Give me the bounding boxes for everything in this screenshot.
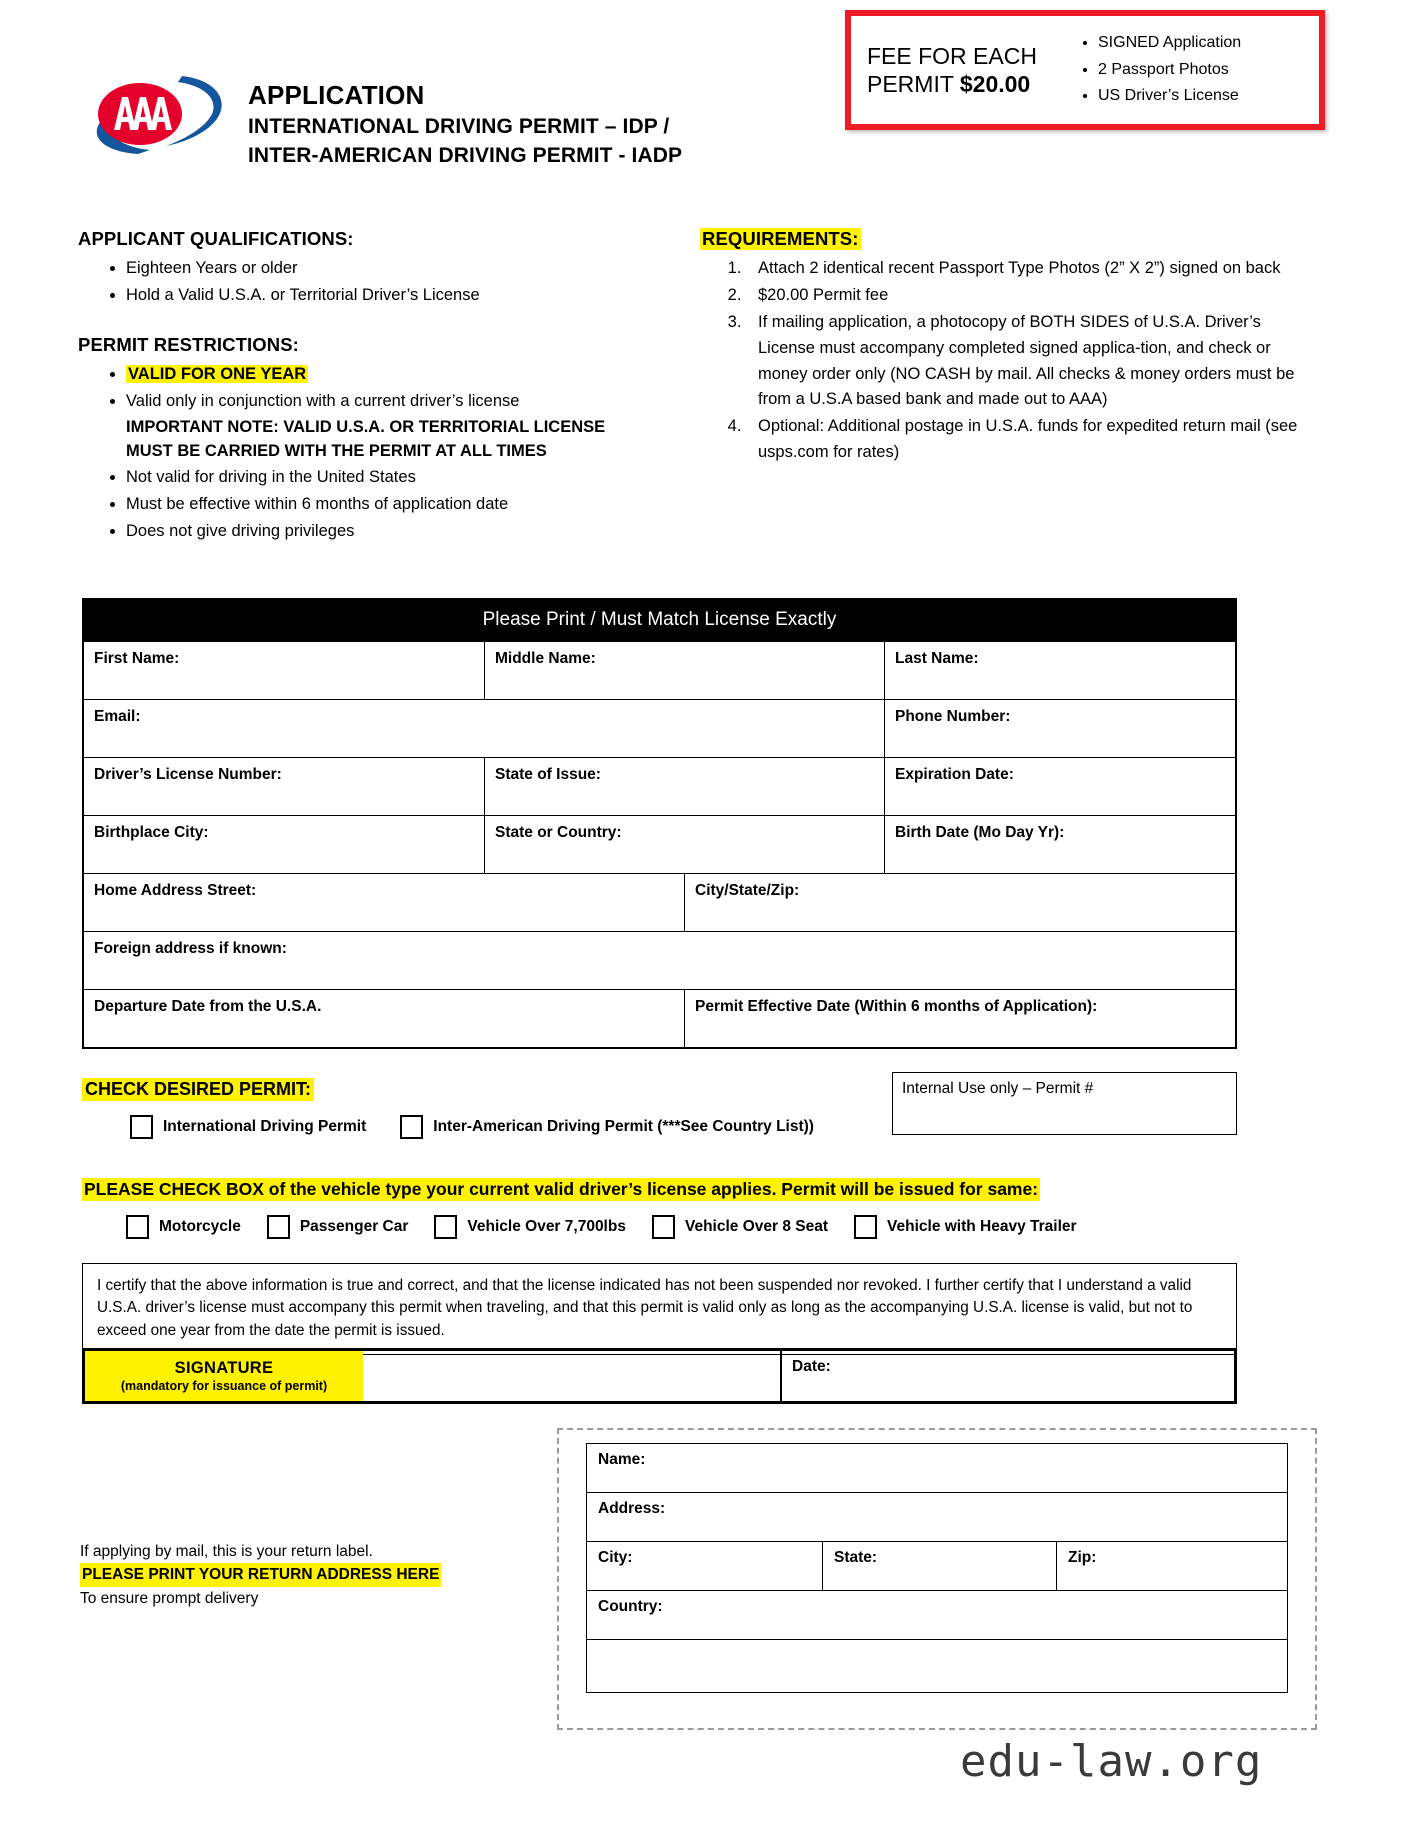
checkbox-icon[interactable] xyxy=(400,1115,423,1139)
field-label: Name: xyxy=(598,1451,646,1468)
checkbox-inter-american-driving-permit[interactable] xyxy=(400,1115,814,1139)
form-table-title: Please Print / Must Match License Exactly xyxy=(84,600,1235,641)
checkbox-vehicle-with-heavy-trailer[interactable] xyxy=(854,1215,1077,1239)
return-field-state[interactable] xyxy=(822,1542,1056,1590)
restrictions-heading: PERMIT RESTRICTIONS: xyxy=(78,333,299,355)
list-item: 4. Optional: Additional postage in U.S.A. funds for expedited return mail (see usps.com for rates) xyxy=(746,414,1320,466)
page-title: APPLICATION xyxy=(248,80,425,110)
checkbox-passenger-car[interactable] xyxy=(267,1215,409,1239)
left-info-column xyxy=(78,228,678,546)
signature-subtitle: (mandatory for issuance of permit) xyxy=(120,1379,328,1393)
list-item: • Must be effective within 6 months of application date xyxy=(126,492,678,518)
checkbox-international-driving-permit[interactable] xyxy=(130,1115,366,1139)
return-label-note xyxy=(80,1540,480,1610)
return-field-country[interactable] xyxy=(587,1591,1286,1639)
fee-requirements-list xyxy=(1066,30,1319,109)
list-item: 1. Attach 2 identical recent Passport Type Photos (2” X 2”) signed on back xyxy=(746,256,1320,282)
field-label: Last Name: xyxy=(895,650,979,667)
right-info-column xyxy=(700,228,1320,467)
important-note-line-2: MUST BE CARRIED WITH THE PERMIT AT ALL TIMES xyxy=(126,442,547,461)
checkbox-vehicle-over-7700lbs[interactable] xyxy=(434,1215,626,1239)
return-note-highlight-wrap xyxy=(80,1563,480,1586)
certification-block xyxy=(82,1263,1237,1355)
return-note-line-1: If applying by mail, this is your return label. xyxy=(80,1543,373,1560)
return-field-blank[interactable] xyxy=(587,1640,1286,1692)
field-state-or-country[interactable] xyxy=(484,816,884,873)
checkbox-icon[interactable] xyxy=(434,1215,457,1239)
field-label: Middle Name: xyxy=(495,650,596,667)
field-birthplace-city[interactable] xyxy=(84,816,484,873)
field-expiration-date[interactable] xyxy=(884,758,1235,815)
checkbox-icon[interactable] xyxy=(130,1115,153,1139)
field-label: Home Address Street: xyxy=(94,882,257,899)
title-block xyxy=(248,80,682,169)
return-label-table xyxy=(586,1443,1288,1693)
table-row xyxy=(84,873,1235,931)
table-row xyxy=(84,699,1235,757)
table-row xyxy=(587,1541,1287,1590)
list-item xyxy=(126,389,678,464)
list-item: 3. If mailing application, a photocopy of BOTH SIDES of U.S.A. Driver’s License must accompany completed signed applica-tion, and check or money order only (NO CASH by mail. All checks & money orders must be from a U.S.A based bank and made out to AAA) xyxy=(746,310,1320,414)
field-departure-date[interactable] xyxy=(84,990,684,1047)
requirements-heading: REQUIREMENTS: xyxy=(702,228,859,249)
field-label: State of Issue: xyxy=(495,766,601,783)
fee-box xyxy=(845,10,1325,130)
list-item: • Eighteen Years or older xyxy=(126,256,678,282)
field-home-address[interactable] xyxy=(84,874,684,931)
list-item: • Hold a Valid U.S.A. or Territorial Driver’s License xyxy=(126,283,678,309)
requirements-list xyxy=(700,256,1320,466)
field-label: City/State/Zip: xyxy=(695,882,800,899)
checkbox-label: Vehicle Over 8 Seat xyxy=(684,1218,829,1235)
checkbox-label: Inter-American Driving Permit (***See Country List)) xyxy=(433,1118,814,1135)
checkbox-label: Motorcycle xyxy=(159,1218,241,1235)
field-label: State: xyxy=(834,1549,878,1566)
field-label: Country: xyxy=(598,1598,663,1615)
table-row xyxy=(84,641,1235,699)
signature-input-area[interactable] xyxy=(363,1351,782,1401)
fee-item: • US Driver’s License xyxy=(1098,83,1319,109)
checkbox-icon[interactable] xyxy=(126,1215,149,1239)
field-phone-number[interactable] xyxy=(884,700,1235,757)
list-item-highlight xyxy=(126,362,678,388)
table-row xyxy=(587,1492,1287,1541)
vehicle-type-checkbox-row xyxy=(82,1215,1247,1239)
field-permit-effective-date[interactable] xyxy=(684,990,1235,1047)
field-label: State or Country: xyxy=(495,824,622,841)
fee-amount-block xyxy=(851,42,1066,98)
signature-row xyxy=(82,1348,1237,1404)
field-label: Address: xyxy=(598,1500,666,1517)
checkbox-icon[interactable] xyxy=(652,1215,675,1239)
field-label: Driver’s License Number: xyxy=(94,766,282,783)
qualifications-list xyxy=(78,256,678,309)
internal-use-label: Internal Use only – Permit # xyxy=(902,1080,1094,1097)
list-item: • Does not give driving privileges xyxy=(126,519,678,545)
restrictions-list xyxy=(78,362,678,545)
field-email[interactable] xyxy=(84,700,884,757)
restriction-text: Valid only in conjunction with a current driver’s license xyxy=(126,391,520,410)
fee-permit-word: PERMIT xyxy=(867,71,960,97)
spacer xyxy=(78,310,678,334)
signature-label-cell xyxy=(85,1351,363,1401)
vehicle-type-heading-wrap xyxy=(82,1178,1237,1201)
field-drivers-license-number[interactable] xyxy=(84,758,484,815)
field-label: First Name: xyxy=(94,650,180,667)
return-field-name[interactable] xyxy=(587,1444,1286,1492)
applicant-form-table xyxy=(82,598,1237,1049)
field-label: Birthplace City: xyxy=(94,824,209,841)
checkbox-motorcycle[interactable] xyxy=(126,1215,241,1239)
field-city-state-zip[interactable] xyxy=(684,874,1235,931)
checkbox-vehicle-over-8-seat[interactable] xyxy=(652,1215,828,1239)
certification-text: I certify that the above information is true and correct, and that the license indicated has not been suspended nor revoked. I further certify that I understand a valid U.S.A. driver’s license must accompany this permit when traveling, and that this permit is valid only as long as the accompanying U.S.A. license is valid, but not to exceed one year from the date the permit is issued. xyxy=(97,1277,1193,1339)
field-label: Permit Effective Date (Within 6 months of Application): xyxy=(695,998,1098,1015)
fee-line-2 xyxy=(867,70,1066,98)
vehicle-type-heading: PLEASE CHECK BOX of the vehicle type your current valid driver’s license applies. Permit will be issued for same: xyxy=(84,1179,1039,1199)
fee-item: • SIGNED Application xyxy=(1098,30,1319,56)
fee-item: • 2 Passport Photos xyxy=(1098,57,1319,83)
return-field-address[interactable] xyxy=(587,1493,1286,1541)
date-label: Date: xyxy=(792,1358,831,1375)
field-label: Foreign address if known: xyxy=(94,940,287,957)
table-row xyxy=(84,931,1235,989)
return-field-city[interactable] xyxy=(587,1542,822,1590)
field-birth-date[interactable] xyxy=(884,816,1235,873)
checkbox-label: International Driving Permit xyxy=(163,1118,367,1135)
table-row xyxy=(84,757,1235,815)
check-desired-permit-heading: CHECK DESIRED PERMIT: xyxy=(82,1078,314,1101)
field-state-of-issue[interactable] xyxy=(484,758,884,815)
field-label: City: xyxy=(598,1549,633,1566)
field-last-name[interactable] xyxy=(884,642,1235,699)
checkbox-icon[interactable] xyxy=(267,1215,290,1239)
table-row xyxy=(587,1590,1287,1639)
field-label: Expiration Date: xyxy=(895,766,1014,783)
return-field-zip[interactable] xyxy=(1056,1542,1286,1590)
checkbox-label: Vehicle with Heavy Trailer xyxy=(887,1218,1077,1235)
title-line-3: INTER-AMERICAN DRIVING PERMIT - IADP xyxy=(248,143,683,167)
field-middle-name[interactable] xyxy=(484,642,884,699)
qualifications-heading: APPLICANT QUALIFICATIONS: xyxy=(78,228,354,249)
field-label: Departure Date from the U.S.A. xyxy=(94,998,322,1015)
internal-use-box[interactable] xyxy=(892,1072,1237,1135)
list-item: 2. $20.00 Permit fee xyxy=(746,283,1320,309)
field-label: Zip: xyxy=(1068,1549,1097,1566)
field-foreign-address[interactable] xyxy=(84,932,1235,989)
check-desired-permit-section xyxy=(82,1078,1237,1139)
table-row xyxy=(587,1444,1287,1492)
checkbox-label: Vehicle Over 7,700lbs xyxy=(467,1218,626,1235)
signature-date-cell[interactable] xyxy=(782,1351,1234,1401)
table-row xyxy=(84,815,1235,873)
aaa-logo xyxy=(78,70,238,162)
fee-amount: $20.00 xyxy=(959,71,1031,97)
table-row xyxy=(587,1639,1287,1692)
valid-one-year-highlight: VALID FOR ONE YEAR xyxy=(128,364,307,383)
checkbox-icon[interactable] xyxy=(854,1215,877,1239)
table-row xyxy=(84,989,1235,1047)
field-label: Email: xyxy=(94,708,141,725)
field-label: Birth Date (Mo Day Yr): xyxy=(895,824,1065,841)
return-note-highlight: PLEASE PRINT YOUR RETURN ADDRESS HERE xyxy=(80,1563,441,1586)
return-note-line-3: To ensure prompt delivery xyxy=(80,1589,259,1607)
list-item: • Not valid for driving in the United States xyxy=(126,465,678,491)
signature-title: SIGNATURE xyxy=(174,1359,274,1377)
checkbox-label: Passenger Car xyxy=(299,1218,409,1235)
field-first-name[interactable] xyxy=(84,642,484,699)
watermark: edu-law.org xyxy=(960,1736,1263,1787)
field-label: Phone Number: xyxy=(895,708,1011,725)
important-note-line-1: IMPORTANT NOTE: VALID U.S.A. OR TERRITORIAL LICENSE xyxy=(126,417,606,436)
title-line-2: INTERNATIONAL DRIVING PERMIT – IDP / xyxy=(248,114,670,138)
fee-line-1: FEE FOR EACH xyxy=(867,42,1037,69)
